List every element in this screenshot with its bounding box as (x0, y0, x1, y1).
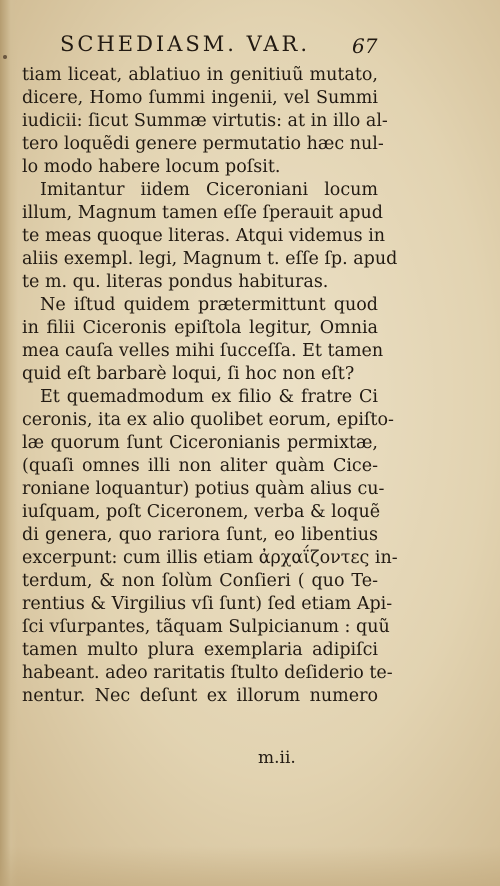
text-line: terdum, & non ſolùm Conſieri ( quo Te- (22, 571, 378, 591)
page-bottom-shade (0, 846, 500, 886)
text-line: roniane loquantur) potius quàm alius cu- (22, 479, 385, 499)
text-line: Imitantur iidem Ciceroniani locum (40, 180, 378, 200)
text-line: mea cauſa velles mihi ſucceſſa. Et tamen (22, 341, 384, 361)
running-head-title: SCHEDIASM. VAR. (60, 32, 311, 56)
text-line: te m. qu. literas pondus habituras. (22, 272, 329, 292)
text-line: nentur. Nec deſunt ex illorum numero (22, 686, 378, 706)
body-text (22, 64, 398, 708)
text-line: ſci vſurpantes, tãquam Sulpicianum : quũ (22, 617, 390, 637)
text-line: aliis exempl. legi, Magnum t. eſſe ſp. apud (22, 249, 398, 269)
text-line: (quaſi omnes illi non aliter quàm Cice- (22, 456, 378, 476)
text-line: in filii Ciceronis epiſtola legitur, Omnia (22, 318, 378, 338)
text-line: dicere, Homo ſummi ingenii, vel Summi (22, 88, 378, 108)
text-line: tamen multo plura exemplaria adipiſci (22, 640, 378, 660)
text-line: tiam liceat, ablatiuo in genitiuũ mutato, (22, 65, 378, 85)
text-line: di genera, quo rariora ſunt, eo libentius (22, 525, 378, 545)
text-line: iuſquam, poſt Ciceronem, verba & loquẽ (22, 502, 381, 522)
margin-speck (3, 55, 7, 59)
text-line: læ quorum ſunt Ciceronianis permixtæ, (22, 433, 378, 453)
text-line: tero loquẽdi genere permutatio hæc nul- (22, 134, 384, 154)
text-line: illum, Magnum tamen eſſe ſperauit apud (22, 203, 383, 223)
text-line: lo modo habere locum poſsit. (22, 157, 281, 177)
text-line: iudicii: ſicut Summæ virtutis: at in illo al- (22, 111, 388, 131)
text-line: rentius & Virgilius vſi ſunt) ſed etiam Api- (22, 594, 393, 614)
text-line: habeant. adeo raritatis ſtulto deſiderio te- (22, 663, 393, 683)
text-line: Et quemadmodum ex filio & fratre Ci (40, 387, 378, 407)
text-line: ceronis, ita ex alio quolibet eorum, epiſto- (22, 410, 394, 430)
text-line: Ne iſtud quidem prætermittunt quod (40, 295, 378, 315)
signature-mark: m.ii. (258, 748, 296, 768)
text-line: quid eſt barbarè loqui, ſi hoc non eſt? (22, 364, 355, 384)
text-line: excerpunt: cum illis etiam ἀρχαΐζοντες in- (22, 548, 398, 568)
binding-gutter-shadow (0, 0, 18, 886)
text-line: te meas quoque literas. Atqui videmus in (22, 226, 386, 246)
page-number: 67 (352, 34, 378, 58)
